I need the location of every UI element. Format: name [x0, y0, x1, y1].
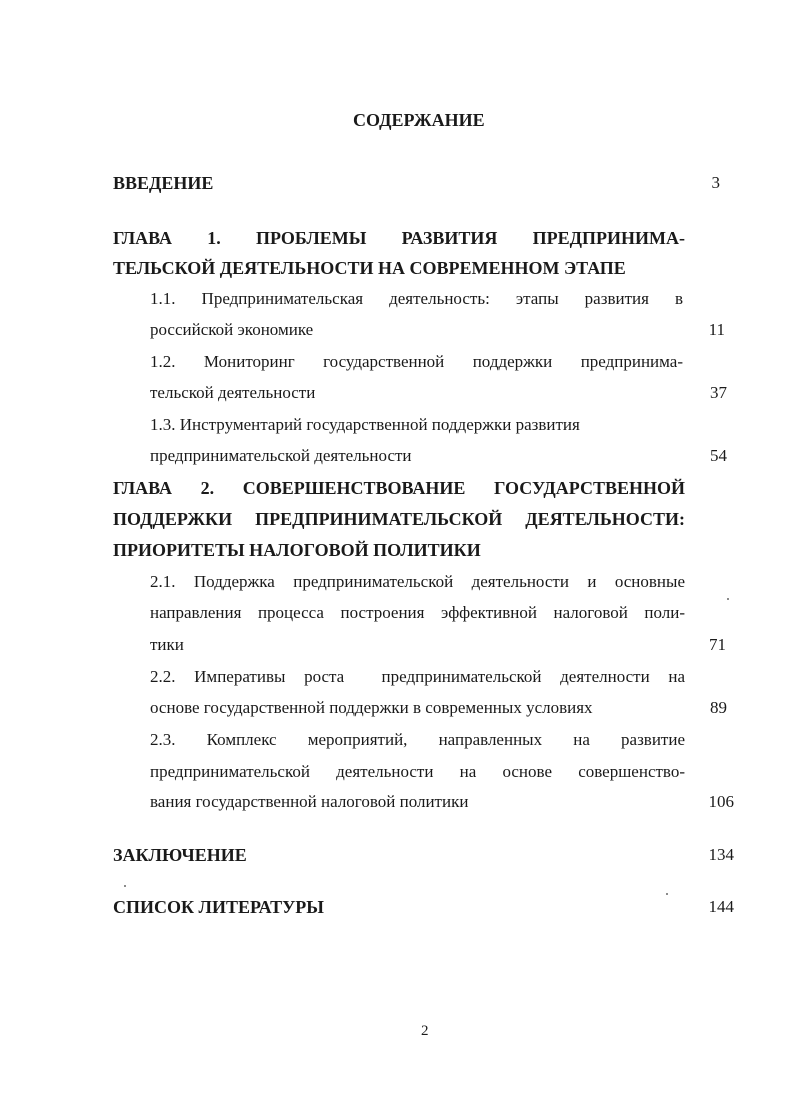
section-2-3-line2: предпринимательской деятельности на основе совершенство-	[150, 762, 685, 781]
section-2-1-line3: тики	[150, 635, 184, 654]
toc-references-page: 144	[708, 897, 734, 916]
page-title: СОДЕРЖАНИЕ	[353, 110, 485, 130]
section-2-3-line1: 2.3. Комплекс мероприятий, направленных на развитие	[150, 730, 685, 749]
section-1-3-page: 54	[710, 446, 727, 465]
scan-speck	[666, 893, 668, 895]
section-1-1-page: 11	[708, 320, 725, 339]
section-1-3-line2: предпринимательской деятельности	[150, 446, 412, 465]
chapter2-title-line2: ПОДДЕРЖКИ ПРЕДПРИНИМАТЕЛЬСКОЙ ДЕЯТЕЛЬНОСТИ:	[113, 509, 685, 529]
chapter2-title-line3: ПРИОРИТЕТЫ НАЛОГОВОЙ ПОЛИТИКИ	[113, 540, 481, 560]
scan-speck	[727, 598, 729, 600]
chapter1-title-line1: ГЛАВА 1. ПРОБЛЕМЫ РАЗВИТИЯ ПРЕДПРИНИМА-	[113, 228, 685, 248]
section-2-1-page: 71	[709, 635, 726, 654]
section-1-2-page: 37	[710, 383, 727, 402]
section-2-3-page: 106	[708, 792, 734, 811]
chapter2-title-line1: ГЛАВА 2. СОВЕРШЕНСТВОВАНИЕ ГОСУДАРСТВЕННОЙ	[113, 478, 685, 498]
section-2-3-line3: вания государственной налоговой политики	[150, 792, 469, 811]
toc-intro-page: 3	[711, 173, 720, 192]
toc-references: СПИСОК ЛИТЕРАТУРЫ	[113, 897, 324, 917]
section-1-1-line1: 1.1. Предпринимательская деятельность: этапы развития в	[150, 289, 683, 308]
chapter1-title-line2: ТЕЛЬСКОЙ ДЕЯТЕЛЬНОСТИ НА СОВРЕМЕННОМ ЭТАПЕ	[113, 258, 626, 278]
section-2-2-line2: основе государственной поддержки в современных условиях	[150, 698, 593, 717]
section-1-2-line1: 1.2. Мониторинг государственной поддержки предпринима-	[150, 352, 683, 371]
toc-conclusion-page: 134	[708, 845, 734, 864]
section-1-2-line2: тельской деятельности	[150, 383, 316, 402]
toc-intro: ВВЕДЕНИЕ	[113, 173, 214, 193]
scan-speck	[124, 885, 126, 887]
section-2-1-line2: направления процесса построения эффективной налоговой поли-	[150, 603, 685, 622]
section-2-1-line1: 2.1. Поддержка предпринимательской деятельности и основные	[150, 572, 685, 591]
section-1-1-line2: российской экономике	[150, 320, 314, 339]
section-1-3-line1: 1.3. Инструментарий государственной поддержки развития	[150, 415, 580, 434]
page-number: 2	[421, 1023, 429, 1039]
section-2-2-page: 89	[710, 698, 727, 717]
section-2-2-line1: 2.2. Императивы роста предпринимательской деятелности на	[150, 667, 685, 686]
toc-conclusion: ЗАКЛЮЧЕНИЕ	[113, 845, 247, 865]
